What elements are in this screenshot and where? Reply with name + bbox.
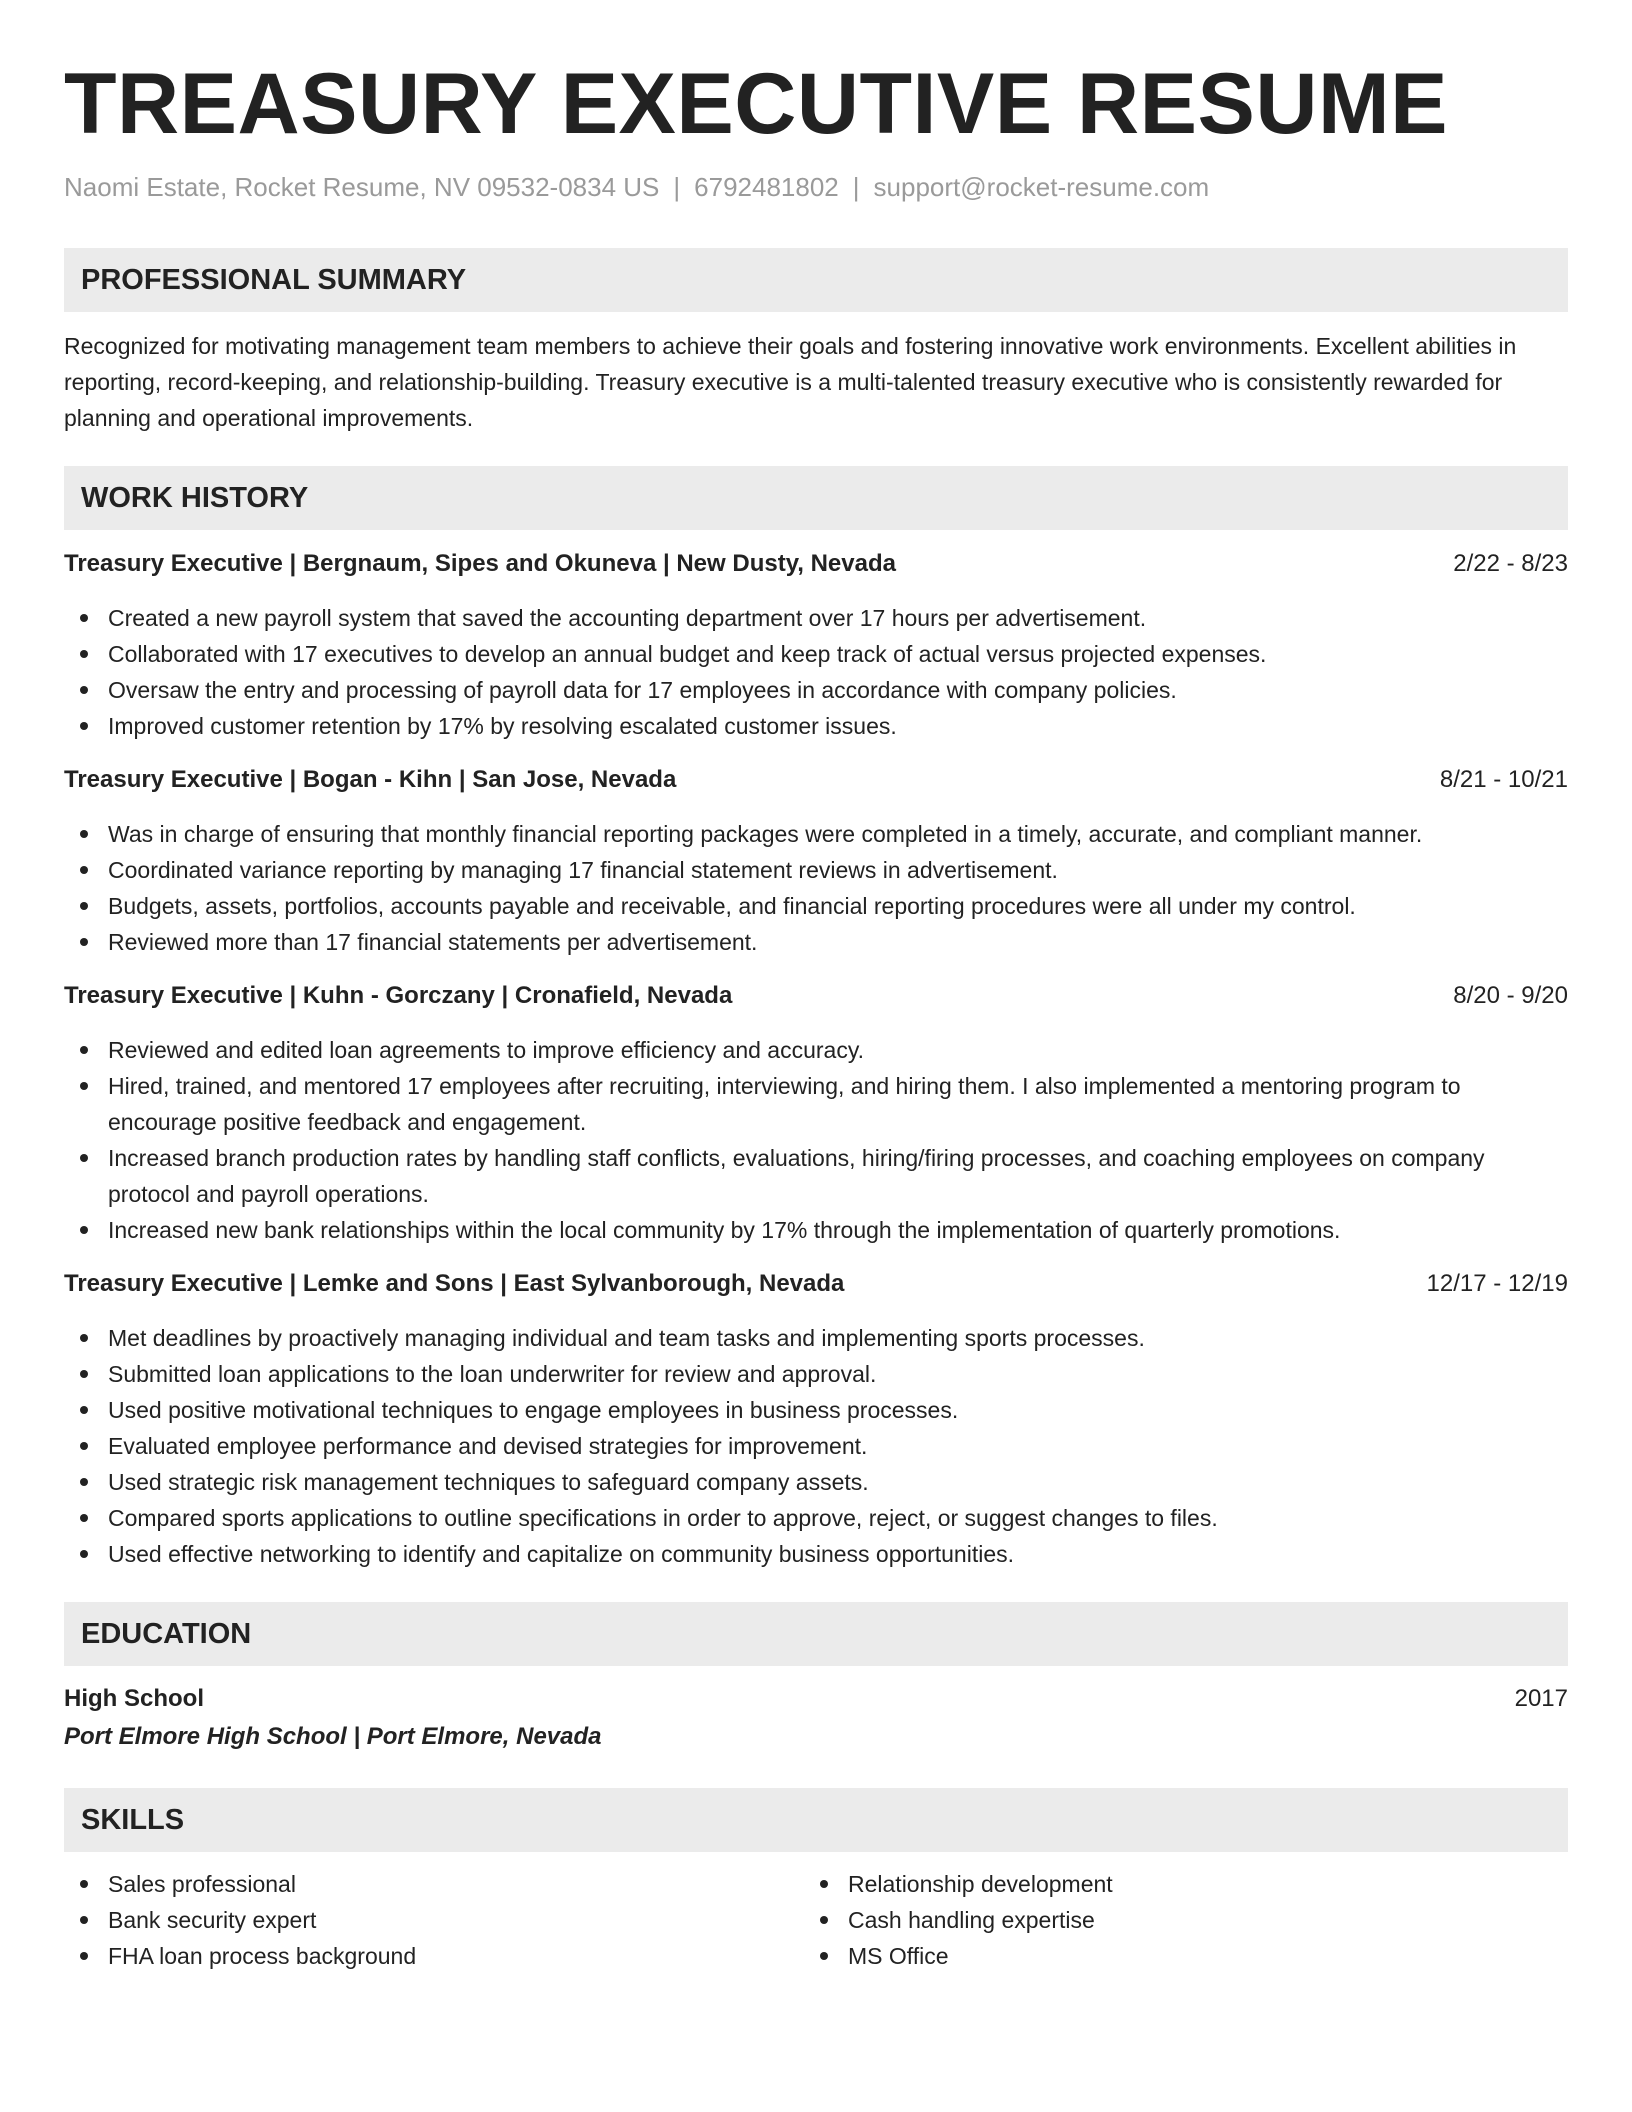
bullet-dot bbox=[80, 902, 88, 910]
bullet-dot bbox=[80, 938, 88, 946]
section-heading-skills: SKILLS bbox=[64, 1788, 1568, 1852]
job-entry bbox=[64, 1266, 1568, 1572]
job-dates: 12/17 - 12/19 bbox=[1426, 1270, 1568, 1297]
skill-text: Sales professional bbox=[108, 1871, 296, 1897]
summary-text: Recognized for motivating management team members to achieve their goals and fostering innovative work environments. Excellent abilities in reporting, record-keeping, and relationship-building. Treasury executive is a multi-talented treasury executive who is consistently rewarded for planning and operational improvements. bbox=[64, 333, 1517, 431]
list-item bbox=[64, 852, 1568, 888]
bullet-text: Used positive motivational techniques to engage employees in business processes. bbox=[108, 1397, 959, 1423]
section-heading-work-history: WORK HISTORY bbox=[64, 466, 1568, 530]
bullet-text: Hired, trained, and mentored 17 employees after recruiting, interviewing, and hiring them. I also implemented a mentoring program to encourage positive feedback and engagement. bbox=[108, 1073, 1461, 1135]
bullet-dot bbox=[80, 1226, 88, 1234]
education-degree: High School bbox=[64, 1685, 204, 1712]
list-item bbox=[804, 1938, 1544, 1974]
contact-separator: | bbox=[852, 172, 860, 202]
list-item bbox=[64, 1938, 804, 1974]
bullet-dot bbox=[80, 1514, 88, 1522]
bullet-text: Budgets, assets, portfolios, accounts payable and receivable, and financial reporting procedures were all under my control. bbox=[108, 893, 1356, 919]
bullet-text: Improved customer retention by 17% by resolving escalated customer issues. bbox=[108, 713, 897, 739]
list-item bbox=[64, 1212, 1568, 1248]
bullet-dot bbox=[80, 1442, 88, 1450]
job-bullets bbox=[64, 600, 1568, 744]
job-header bbox=[64, 978, 1568, 1014]
bullet-dot bbox=[80, 686, 88, 694]
bullet-dot bbox=[80, 1550, 88, 1558]
skills-column-left bbox=[64, 1866, 804, 1974]
bullet-text: Collaborated with 17 executives to develop an annual budget and keep track of actual versus projected expenses. bbox=[108, 641, 1267, 667]
bullet-text: Compared sports applications to outline specifications in order to approve, reject, or suggest changes to files. bbox=[108, 1505, 1218, 1531]
bullet-dot bbox=[80, 1952, 88, 1960]
list-item bbox=[64, 636, 1568, 672]
resume-title: TREASURY EXECUTIVE RESUME bbox=[64, 56, 1448, 152]
bullet-dot bbox=[80, 1478, 88, 1486]
bullet-dot bbox=[80, 866, 88, 874]
bullet-dot bbox=[820, 1916, 828, 1924]
job-header bbox=[64, 762, 1568, 798]
bullet-text: Reviewed and edited loan agreements to improve efficiency and accuracy. bbox=[108, 1037, 865, 1063]
job-entry bbox=[64, 978, 1568, 1248]
bullet-dot bbox=[80, 1082, 88, 1090]
list-item bbox=[64, 1032, 1568, 1068]
job-header bbox=[64, 546, 1568, 582]
bullet-text: Evaluated employee performance and devised strategies for improvement. bbox=[108, 1433, 868, 1459]
list-item bbox=[64, 1356, 1568, 1392]
bullet-text: Reviewed more than 17 financial statements per advertisement. bbox=[108, 929, 758, 955]
bullet-dot bbox=[80, 1334, 88, 1342]
education-header bbox=[64, 1680, 1568, 1718]
list-item bbox=[64, 672, 1568, 708]
contact-separator: | bbox=[673, 172, 681, 202]
skills-column-right bbox=[804, 1866, 1544, 1974]
job-dates: 8/20 - 9/20 bbox=[1453, 982, 1568, 1009]
list-item bbox=[64, 1500, 1568, 1536]
list-item bbox=[64, 1866, 804, 1902]
list-item bbox=[64, 1902, 804, 1938]
list-item bbox=[64, 888, 1568, 924]
bullet-dot bbox=[80, 830, 88, 838]
job-dates: 8/21 - 10/21 bbox=[1439, 766, 1568, 793]
education-entry bbox=[64, 1680, 1568, 1756]
job-bullets bbox=[64, 1320, 1568, 1572]
bullet-text: Increased branch production rates by handling staff conflicts, evaluations, hiring/firing processes, and coaching employees on company protocol and payroll operations. bbox=[108, 1145, 1485, 1207]
bullet-dot bbox=[80, 1916, 88, 1924]
bullet-dot bbox=[80, 614, 88, 622]
list-item bbox=[804, 1866, 1544, 1902]
skills-list bbox=[64, 1866, 1568, 1974]
bullet-text: Created a new payroll system that saved the accounting department over 17 hours per advertisement. bbox=[108, 605, 1147, 631]
bullet-dot bbox=[820, 1880, 828, 1888]
job-header bbox=[64, 1266, 1568, 1302]
list-item bbox=[64, 1140, 1568, 1212]
list-item bbox=[64, 1464, 1568, 1500]
job-bullets bbox=[64, 1032, 1568, 1248]
bullet-text: Used strategic risk management techniques to safeguard company assets. bbox=[108, 1469, 869, 1495]
contact-phone: 6792481802 bbox=[694, 172, 839, 202]
job-dates: 2/22 - 8/23 bbox=[1453, 550, 1568, 577]
list-item bbox=[64, 1068, 1568, 1140]
list-item bbox=[64, 1536, 1568, 1572]
bullet-text: Increased new bank relationships within the local community by 17% through the implementation of quarterly promotions. bbox=[108, 1217, 1341, 1243]
skill-text: MS Office bbox=[848, 1943, 949, 1969]
bullet-dot bbox=[80, 1154, 88, 1162]
job-entry bbox=[64, 546, 1568, 744]
job-entry bbox=[64, 762, 1568, 960]
bullet-text: Coordinated variance reporting by managing 17 financial statement reviews in advertisement. bbox=[108, 857, 1058, 883]
job-title: Treasury Executive | Lemke and Sons | East Sylvanborough, Nevada bbox=[64, 1270, 845, 1297]
bullet-text: Was in charge of ensuring that monthly financial reporting packages were completed in a timely, accurate, and compliant manner. bbox=[108, 821, 1423, 847]
section-heading-summary: PROFESSIONAL SUMMARY bbox=[64, 248, 1568, 312]
bullet-dot bbox=[820, 1952, 828, 1960]
skill-text: FHA loan process background bbox=[108, 1943, 417, 1969]
skill-text: Cash handling expertise bbox=[848, 1907, 1095, 1933]
education-year: 2017 bbox=[1514, 1685, 1568, 1712]
list-item bbox=[64, 600, 1568, 636]
bullet-text: Oversaw the entry and processing of payroll data for 17 employees in accordance with company policies. bbox=[108, 677, 1177, 703]
bullet-dot bbox=[80, 1406, 88, 1414]
job-title: Treasury Executive | Kuhn - Gorczany | Cronafield, Nevada bbox=[64, 982, 733, 1009]
contact-line bbox=[64, 170, 1568, 204]
skill-text: Relationship development bbox=[848, 1871, 1113, 1897]
bullet-dot bbox=[80, 1880, 88, 1888]
list-item bbox=[64, 1320, 1568, 1356]
job-title: Treasury Executive | Bergnaum, Sipes and Okuneva | New Dusty, Nevada bbox=[64, 550, 896, 577]
list-item bbox=[64, 708, 1568, 744]
list-item bbox=[64, 1428, 1568, 1464]
contact-address: Naomi Estate, Rocket Resume, NV 09532-0834 US bbox=[64, 172, 660, 202]
list-item bbox=[64, 1392, 1568, 1428]
list-item bbox=[64, 924, 1568, 960]
contact-email: support@rocket-resume.com bbox=[873, 172, 1210, 202]
education-school: Port Elmore High School | Port Elmore, Nevada bbox=[64, 1723, 602, 1750]
bullet-text: Met deadlines by proactively managing individual and team tasks and implementing sports processes. bbox=[108, 1325, 1145, 1351]
skill-text: Bank security expert bbox=[108, 1907, 317, 1933]
bullet-dot bbox=[80, 650, 88, 658]
bullet-text: Submitted loan applications to the loan underwriter for review and approval. bbox=[108, 1361, 877, 1387]
bullet-text: Used effective networking to identify and capitalize on community business opportunities. bbox=[108, 1541, 1015, 1567]
job-title: Treasury Executive | Bogan - Kihn | San Jose, Nevada bbox=[64, 766, 677, 793]
bullet-dot bbox=[80, 1370, 88, 1378]
section-heading-education: EDUCATION bbox=[64, 1602, 1568, 1666]
bullet-dot bbox=[80, 722, 88, 730]
bullet-dot bbox=[80, 1046, 88, 1054]
job-bullets bbox=[64, 816, 1568, 960]
list-item bbox=[64, 816, 1568, 852]
list-item bbox=[804, 1902, 1544, 1938]
